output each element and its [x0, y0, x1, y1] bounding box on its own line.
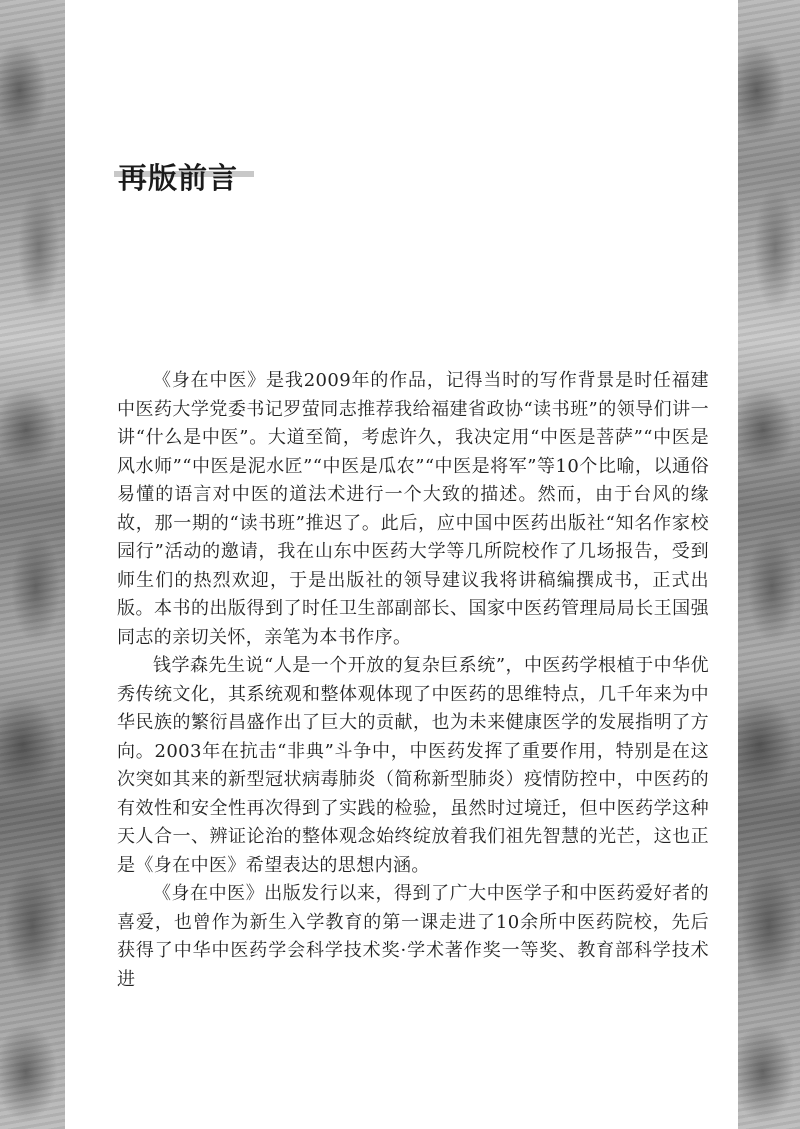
right-ink-painting: [738, 0, 800, 1129]
page-title: 再版前言: [118, 161, 239, 196]
paragraph: 《身在中医》出版发行以来，得到了广大中医学子和中医药爱好者的喜爱，也曾作为新生入学教育的第一课走进了10余所中医药院校，先后获得了中华中医药学会科学技术奖·学术著作奖一等奖、教育部科学技术进: [117, 883, 709, 990]
preface-body: [117, 367, 709, 994]
left-ink-painting: [0, 0, 65, 1129]
paragraph: 《身在中医》是我2009年的作品，记得当时的写作背景是时任福建中医药大学党委书记罗萤同志推荐我给福建省政协“读书班”的领导们讲一讲“什么是中医”。大道至简，考虑许久，我决定用“中医是菩萨”“中医是风水师”“中医是泥水匠”“中医是瓜农”“中医是将军”等10个比喻，以通俗易懂的语言对中医的道法术进行一个大致的描述。然而，由于台风的缘故，那一期的“读书班”推迟了。此后，应中国中医药出版社“知名作家校园行”活动的邀请，我在山东中医药大学等几所院校作了几场报告，受到师生们的热烈欢迎，于是出版社的领导建议我将讲稿编撰成书，正式出版。本书的出版得到了时任卫生部副部长、国家中医药管理局局长王国强同志的亲切关怀，亲笔为本书作序。: [117, 370, 709, 648]
paragraph: 钱学森先生说“人是一个开放的复杂巨系统”，中医药学根植于中华优秀传统文化，其系统观和整体观体现了中医药的思维特点，几千年来为中华民族的繁衍昌盛作出了巨大的贡献，也为未来健康医学的发展指明了方向。2003年在抗击“非典”斗争中，中医药发挥了重要作用，特别是在这次突如其来的新型冠状病毒肺炎（简称新型肺炎）疫情防控中，中医药的有效性和安全性再次得到了实践的检验，虽然时过境迁，但中医药学这种天人合一、辨证论治的整体观念始终绽放着我们祖先智慧的光芒，这也正是《身在中医》希望表达的思想内涵。: [117, 655, 709, 876]
heading-block: [118, 140, 238, 217]
